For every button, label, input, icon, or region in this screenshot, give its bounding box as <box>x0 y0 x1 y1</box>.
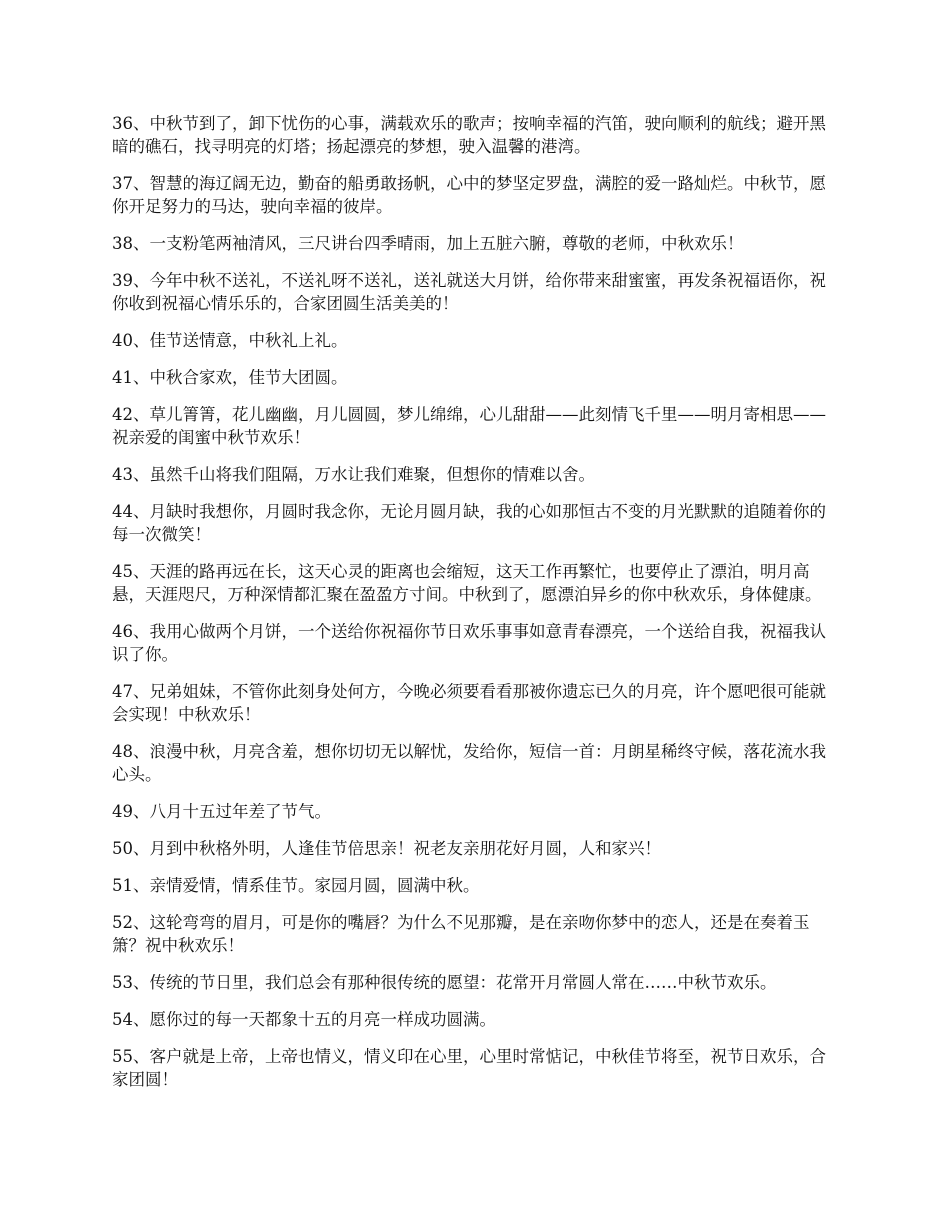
paragraph-52: 52、这轮弯弯的眉月，可是你的嘴唇？为什么不见那瓣，是在亲吻你梦中的恋人，还是在奏着玉箫？祝中秋欢乐！ <box>112 913 810 955</box>
paragraph-45: 45、天涯的路再远在长，这天心灵的距离也会缩短，这天工作再繁忙，也要停止了漂泊，明月高悬，天涯咫尺，万种深情都汇聚在盈盈方寸间。中秋到了，愿漂泊异乡的你中秋欢乐，身体健康。 <box>112 562 822 604</box>
paragraph-37: 37、智慧的海辽阔无边，勤奋的船勇敢扬帆，心中的梦坚定罗盘，满腔的爱一路灿烂。中秋节，愿你开足努力的马达，驶向幸福的彼岸。 <box>112 174 826 216</box>
paragraph-46: 46、我用心做两个月饼，一个送给你祝福你节日欢乐事事如意青春漂亮，一个送给自我，祝福我认识了你。 <box>112 622 826 664</box>
paragraph-50: 50、月到中秋格外明，人逢佳节倍思亲！祝老友亲朋花好月圆，人和家兴！ <box>112 839 661 858</box>
paragraph-51: 51、亲情爱情，情系佳节。家园月圆，圆满中秋。 <box>112 876 480 895</box>
paragraph-43: 43、虽然千山将我们阻隔，万水让我们难聚，但想你的情难以舍。 <box>112 465 595 484</box>
paragraph-42: 42、草儿箐箐，花儿幽幽，月儿圆圆，梦儿绵绵，心儿甜甜——此刻情飞千里——明月寄相思——祝亲爱的闺蜜中秋节欢乐！ <box>112 405 826 447</box>
paragraph-53: 53、传统的节日里，我们总会有那种很传统的愿望：花常开月常圆人常在……中秋节欢乐。 <box>112 973 777 992</box>
paragraph-36: 36、中秋节到了，卸下忧伤的心事，满载欢乐的歌声；按响幸福的汽笛，驶向顺利的航线；避开黑暗的礁石，找寻明亮的灯塔；扬起漂亮的梦想，驶入温馨的港湾。 <box>112 114 826 156</box>
document-page <box>112 112 842 1105</box>
paragraph-38: 38、一支粉笔两袖清风，三尺讲台四季晴雨，加上五脏六腑，尊敬的老师，中秋欢乐！ <box>112 234 744 253</box>
paragraph-40: 40、佳节送情意，中秋礼上礼。 <box>112 331 348 350</box>
paragraph-54: 54、愿你过的每一天都象十五的月亮一样成功圆满。 <box>112 1010 496 1029</box>
paragraph-55: 55、客户就是上帝，上帝也情义，情义印在心里，心里时常惦记，中秋佳节将至，祝节日欢乐，合家团圆！ <box>112 1047 826 1089</box>
paragraph-41: 41、中秋合家欢，佳节大团圆。 <box>112 368 348 387</box>
paragraph-39: 39、今年中秋不送礼，不送礼呀不送礼，送礼就送大月饼，给你带来甜蜜蜜，再发条祝福语你，祝你收到祝福心情乐乐的，合家团圆生活美美的！ <box>112 271 826 313</box>
paragraph-44: 44、月缺时我想你，月圆时我念你，无论月圆月缺，我的心如那恒古不变的月光默默的追随着你的每一次微笑！ <box>112 502 826 544</box>
paragraph-48: 48、浪漫中秋，月亮含羞，想你切切无以解忧，发给你，短信一首：月朗星稀终守候，落花流水我心头。 <box>112 742 826 784</box>
paragraph-47: 47、兄弟姐妹，不管你此刻身处何方，今晚必须要看看那被你遗忘已久的月亮，许个愿吧很可能就会实现！中秋欢乐！ <box>112 682 826 724</box>
paragraph-49: 49、八月十五过年差了节气。 <box>112 802 331 821</box>
